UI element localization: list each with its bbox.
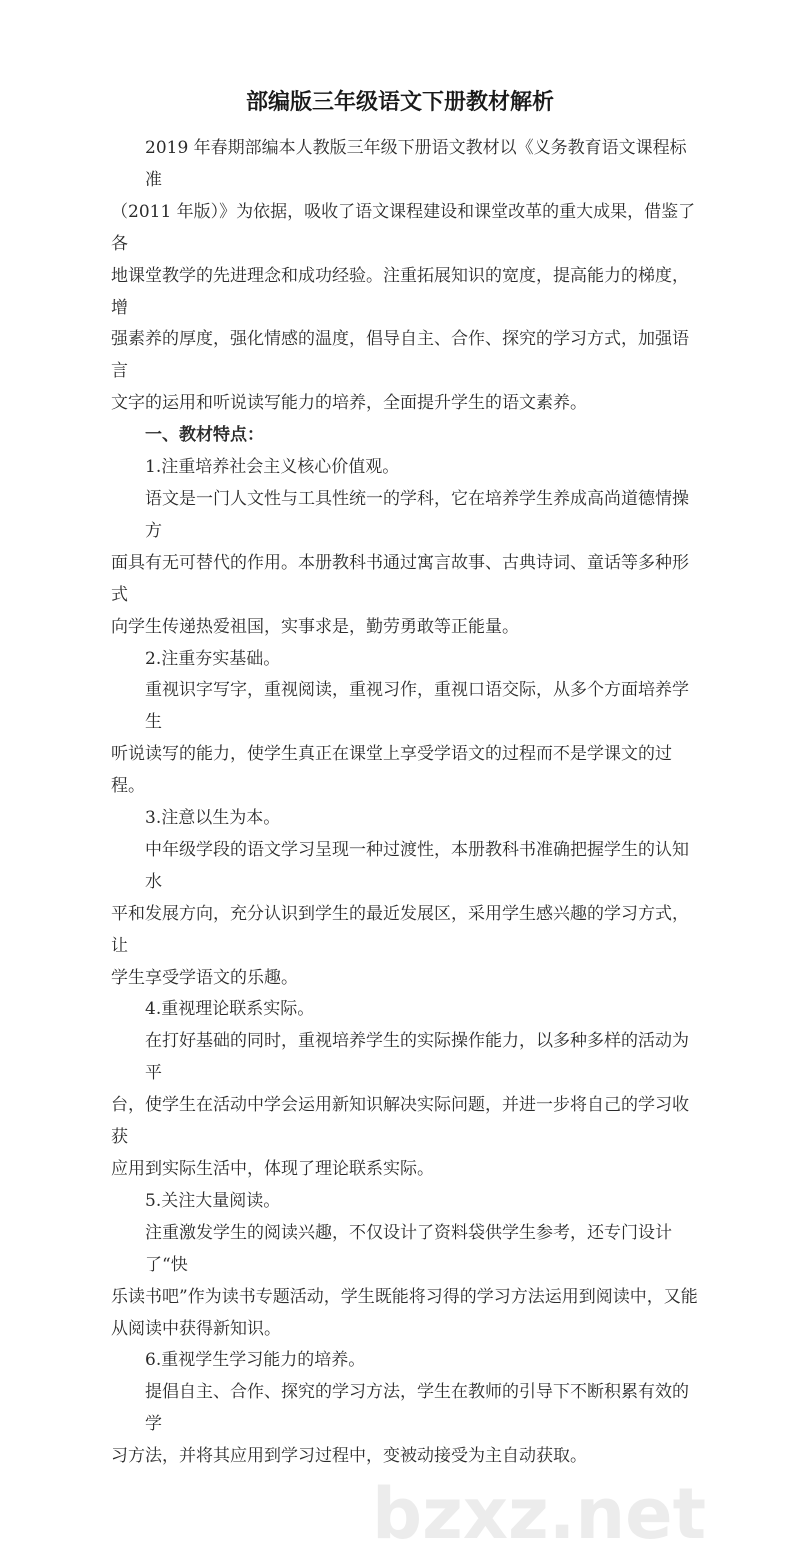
point-heading: 2.注重夯实基础。: [145, 648, 281, 669]
text-line: 语文是一门人文性与工具性统一的学科，它在培养学生养成高尚道德情操方: [145, 488, 689, 541]
point-6: [111, 1345, 701, 1473]
text-line: 向学生传递热爱祖国，实事求是，勤劳勇敢等正能量。: [111, 616, 519, 637]
text-line: 提倡自主、合作、探究的学习方法，学生在教师的引导下不断积累有效的学: [145, 1382, 689, 1435]
point-1: [111, 452, 701, 643]
intro-paragraph: [111, 133, 701, 420]
text-line: 强素养的厚度，强化情感的温度，倡导自主、合作、探究的学习方式，加强语言: [111, 329, 689, 382]
text-line: 面具有无可替代的作用。本册教科书通过寓言故事、古典诗词、童话等多种形式: [111, 552, 689, 605]
point-heading: 1.注重培养社会主义核心价值观。: [145, 457, 400, 478]
point-heading: 3.注意以生为本。: [145, 808, 281, 829]
point-5: [111, 1186, 701, 1346]
text-line: 台，使学生在活动中学会运用新知识解决实际问题，并进一步将自己的学习收获: [111, 1095, 689, 1148]
text-line: 应用到实际生活中，体现了理论联系实际。: [111, 1159, 434, 1179]
text-line: 中年级学段的语文学习呈现一种过渡性，本册教科书准确把握学生的认知水: [145, 839, 689, 892]
text-line: 重视识字写字，重视阅读，重视习作，重视口语交际，从多个方面培养学生: [145, 680, 689, 733]
text-line: 平和发展方向，充分认识到学生的最近发展区，采用学生感兴趣的学习方式，让: [111, 903, 689, 956]
text-line: 乐读书吧”作为读书专题活动，学生既能将习得的学习方法运用到阅读中，又能: [111, 1286, 698, 1307]
text-line: 2019 年春期部编本人教版三年级下册语文教材以《义务教育语文课程标准: [145, 138, 687, 190]
document-title: 部编版三年级语文下册教材解析: [245, 90, 554, 115]
point-3: [111, 803, 701, 994]
text-line: 注重激发学生的阅读兴趣，不仅设计了资料袋供学生参考，还专门设计了“快: [145, 1222, 672, 1275]
text-line: 从阅读中获得新知识。: [111, 1318, 281, 1339]
text-line: （2011 年版）》为依据，吸收了语文课程建设和课堂改革的重大成果，借鉴了各: [111, 201, 696, 254]
watermark: bzxz.net: [372, 1473, 707, 1555]
text-line: 在打好基础的同时，重视培养学生的实际操作能力，以多种多样的活动为平: [145, 1031, 689, 1084]
text-line: 听说读写的能力，使学生真正在课堂上享受学语文的过程而不是学课文的过程。: [111, 744, 672, 797]
point-heading: 5.关注大量阅读。: [145, 1190, 281, 1211]
document-body: [111, 133, 701, 1473]
text-line: 文字的运用和听说读写能力的培养，全面提升学生的语文素养。: [111, 393, 587, 414]
text-line: 学生享受学语文的乐趣。: [111, 967, 298, 988]
section-heading: 一、教材特点：: [145, 425, 264, 446]
point-2: [111, 644, 701, 804]
text-line: 习方法，并将其应用到学习过程中，变被动接受为主自动获取。: [111, 1446, 587, 1467]
point-heading: 4.重视理论联系实际。: [145, 999, 315, 1020]
point-heading: 6.重视学生学习能力的培养。: [145, 1350, 366, 1371]
point-4: [111, 994, 701, 1185]
text-line: 地课堂教学的先进理念和成功经验。注重拓展知识的宽度，提高能力的梯度，增: [111, 265, 689, 318]
